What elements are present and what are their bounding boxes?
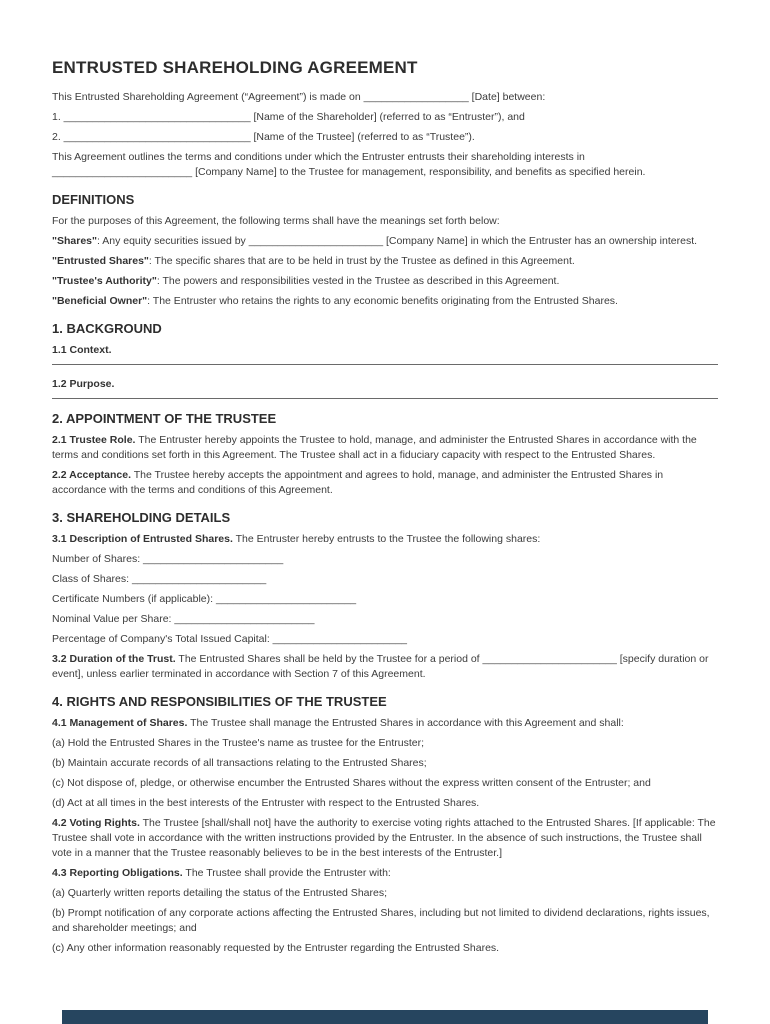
section-1-heading: 1. BACKGROUND — [52, 321, 162, 336]
list-item-4-3-c: (c) Any other information reasonably requested by the Entruster regarding the Entrusted Shares. — [52, 942, 500, 954]
outline-paragraph: This Agreement outlines the terms and conditions under which the Entruster entrusts their shareholding interests in ________________________ [Company Name] to the Trustee for management, responsibility, and benefits as specified herein. — [52, 151, 646, 178]
clause-2-1 — [52, 433, 718, 463]
clause-text: The Trustee hereby accepts the appointment and agrees to hold, manage, and administer the Entrusted Shares in accordance with the terms and conditions of this Agreement. — [52, 469, 664, 496]
clause-text: The Entruster hereby entrusts to the Trustee the following shares: — [235, 533, 541, 545]
clause-text: The Trustee shall manage the Entrusted Shares in accordance with this Agreement and shall: — [190, 717, 624, 729]
definitions-heading: DEFINITIONS — [52, 192, 135, 207]
list-item-4-1-a: (a) Hold the Entrusted Shares in the Trustee's name as trustee for the Entruster; — [52, 737, 425, 749]
section-4-heading: 4. RIGHTS AND RESPONSIBILITIES OF THE TRUSTEE — [52, 694, 387, 709]
clause-label: 1.1 Context. — [52, 344, 112, 356]
definition-text: : The powers and responsibilities vested in the Trustee as described in this Agreement. — [156, 275, 560, 287]
definition-text: : The specific shares that are to be held in trust by the Trustee as defined in this Agreement. — [148, 255, 575, 267]
definition-term: "Entrusted Shares" — [52, 255, 149, 267]
clause-label: 4.2 Voting Rights. — [52, 817, 140, 829]
field-certificate-numbers: Certificate Numbers (if applicable): ________________________ — [52, 593, 357, 605]
list-item-4-1-b: (b) Maintain accurate records of all transactions relating to the Entrusted Shares; — [52, 757, 427, 769]
clause-text: The Trustee [shall/shall not] have the authority to exercise voting rights attached to the Entrusted Shares. [If applicable: The Trustee shall vote in accordance with the written instructions provided by the Entruster. In the absence of such instructions, the Trustee shall vote in a manner that the Trustee reasonably believes to be in the best interests of the Entruster.] — [52, 817, 716, 859]
list-item-4-1-d: (d) Act at all times in the best interests of the Entruster with respect to the Entrusted Shares. — [52, 797, 480, 809]
field-percentage-total-capital: Percentage of Company's Total Issued Capital: _______________________ — [52, 633, 407, 645]
clause-label: 4.1 Management of Shares. — [52, 717, 188, 729]
definition-text: : The Entruster who retains the rights to any economic benefits originating from the Entrusted Shares. — [147, 295, 618, 307]
field-nominal-value-per-share: Nominal Value per Share: ________________________ — [52, 613, 315, 625]
clause-label: 2.1 Trustee Role. — [52, 434, 136, 446]
context-fill-in-line — [52, 363, 718, 365]
field-number-of-shares: Number of Shares: ________________________ — [52, 553, 284, 565]
clause-4-2 — [52, 816, 718, 861]
list-item-4-3-a: (a) Quarterly written reports detailing the status of the Entrusted Shares; — [52, 887, 387, 899]
purpose-fill-in-line — [52, 397, 718, 399]
clause-label: 1.2 Purpose. — [52, 378, 115, 390]
definition-item-entrusted-shares — [52, 254, 718, 269]
clause-label: 3.2 Duration of the Trust. — [52, 653, 176, 665]
clause-1-2-label — [52, 377, 718, 392]
section-2-heading: 2. APPOINTMENT OF THE TRUSTEE — [52, 411, 277, 426]
list-item-4-3-b: (b) Prompt notification of any corporate actions affecting the Entrusted Shares, including but not limited to dividend declarations, rights issues, and shareholder meetings; and — [52, 907, 710, 934]
definitions-intro: For the purposes of this Agreement, the following terms shall have the meanings set forth below: — [52, 215, 500, 227]
field-class-of-shares: Class of Shares: _______________________ — [52, 573, 267, 585]
document-title: ENTRUSTED SHAREHOLDING AGREEMENT — [52, 58, 418, 77]
clause-1-1-label — [52, 343, 718, 358]
clause-3-1 — [52, 532, 718, 547]
definition-term: "Shares" — [52, 235, 97, 247]
footer-banner-bar — [62, 1010, 708, 1024]
definition-text: : Any equity securities issued by _______________________ [Company Name] in which the Entruster has an ownership interest. — [96, 235, 698, 247]
definition-item-trustees-authority — [52, 274, 718, 289]
clause-3-2 — [52, 652, 718, 682]
section-3-heading: 3. SHAREHOLDING DETAILS — [52, 510, 231, 525]
party-line-2: 2. ________________________________ [Name of the Trustee] (referred to as “Trustee”). — [52, 131, 475, 143]
clause-text: The Entrusted Shares shall be held by the Trustee for a period of _______________________ [specify duration or event], unless earlier terminated in accordance with Section 7 of this Agreement. — [52, 653, 709, 680]
definition-item-beneficial-owner — [52, 294, 718, 309]
list-item-4-1-c: (c) Not dispose of, pledge, or otherwise encumber the Entrusted Shares without the express written consent of the Entruster; and — [52, 777, 651, 789]
clause-label: 3.1 Description of Entrusted Shares. — [52, 533, 233, 545]
clause-text: The Trustee shall provide the Entruster with: — [185, 867, 391, 879]
definition-term: "Trustee's Authority" — [52, 275, 157, 287]
clause-4-3 — [52, 866, 718, 881]
party-line-1: 1. ________________________________ [Name of the Shareholder] (referred to as “Entruster”), and — [52, 111, 525, 123]
definition-term: "Beneficial Owner" — [52, 295, 148, 307]
clause-4-1 — [52, 716, 718, 731]
intro-made-on-line: This Entrusted Shareholding Agreement (“Agreement”) is made on __________________ [Date] between: — [52, 91, 546, 103]
clause-text: The Entruster hereby appoints the Trustee to hold, manage, and administer the Entrusted Shares in accordance with the terms and conditions set forth in this Agreement. The Trustee shall act in a fiduciary capacity with respect to the Entrusted Shares. — [52, 434, 697, 461]
clause-label: 4.3 Reporting Obligations. — [52, 867, 183, 879]
clause-2-2 — [52, 468, 718, 498]
definition-item-shares — [52, 234, 718, 249]
clause-label: 2.2 Acceptance. — [52, 469, 131, 481]
